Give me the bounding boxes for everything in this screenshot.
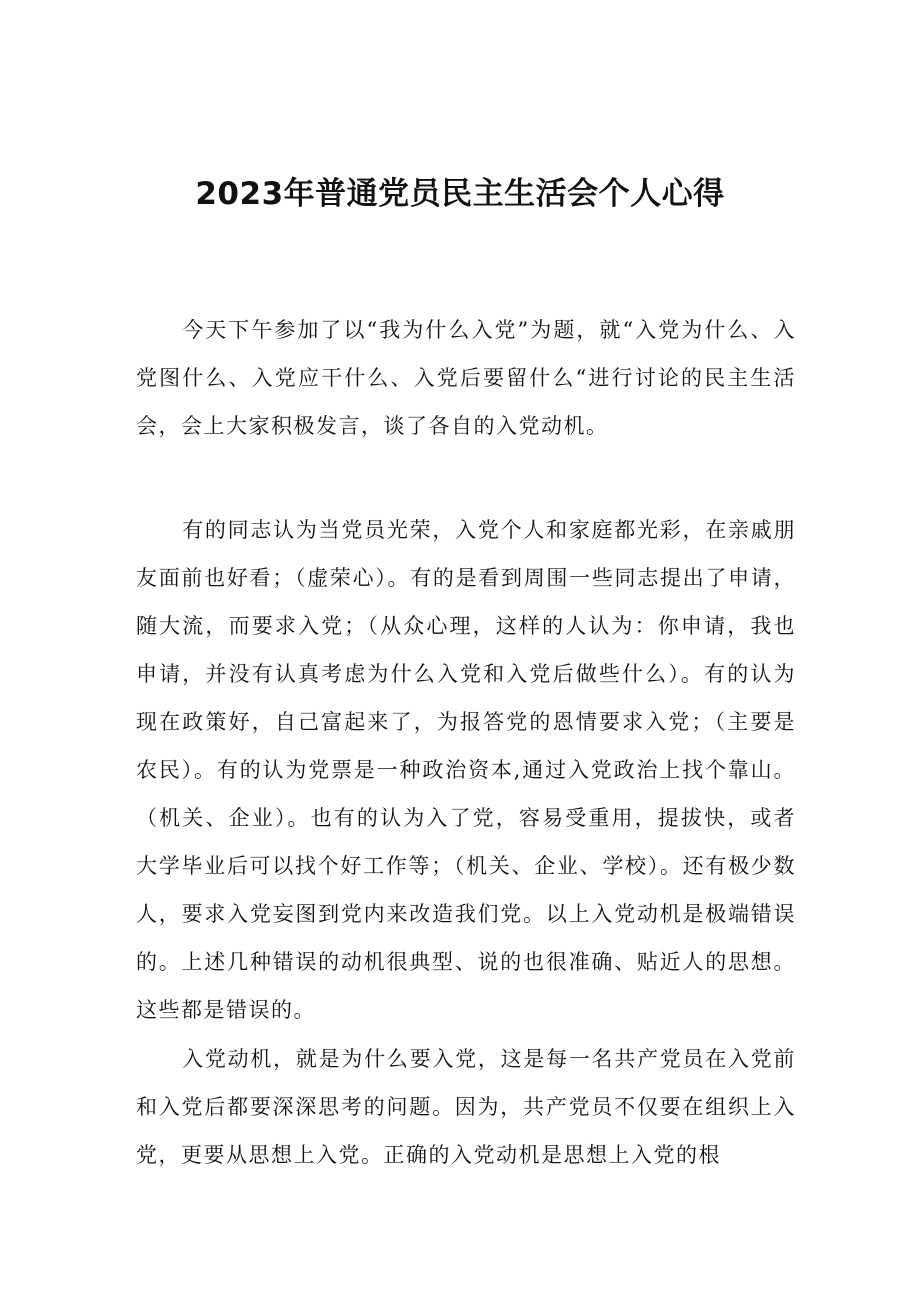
paragraph-motive-definition: 入党动机，就是为什么要入党，这是每一名共产党员在入党前和入党后都要深深思考的问题。因为，共产党员不仅要在组织上入党，更要从思想上入党。正确的入党动机是思想上入党的根 xyxy=(136,1047,796,1167)
document-title: 2023年普通党员民主生活会个人心得 xyxy=(195,176,725,212)
paragraph-wrong-motives: 有的同志认为当党员光荣，入党个人和家庭都光彩，在亲戚朋友面前也好看；（虚荣心）。有的是看到周围一些同志提出了申请，随大流，而要求入党；（从众心理，这样的人认为：你申请，我也申请，并没有认真考虑为什么入党和入党后做些什么）。有的认为现在政策好，自己富起来了，为报答党的恩情要求入党；（主要是农民）。有的认为党票是一种政治资本,通过入党政治上找个靠山。（机关、企业）。也有的认为入了党，容易受重用，提拔快，或者大学毕业后可以找个好工作等；（机关、企业、学校）。还有极少数人，要求入党妄图到党内来改造我们党。以上入党动机是极端错误的。上述几种错误的动机很典型、说的也很准确、贴近人的思想。这些都是错误的。 xyxy=(136,518,796,1022)
paragraph-intro: 今天下午参加了以“我为什么入党”为题，就“入党为什么、入党图什么、入党应干什么、入党后要留什么“进行讨论的民主生活会，会上大家积极发言，谈了各自的入党动机。 xyxy=(136,318,796,438)
